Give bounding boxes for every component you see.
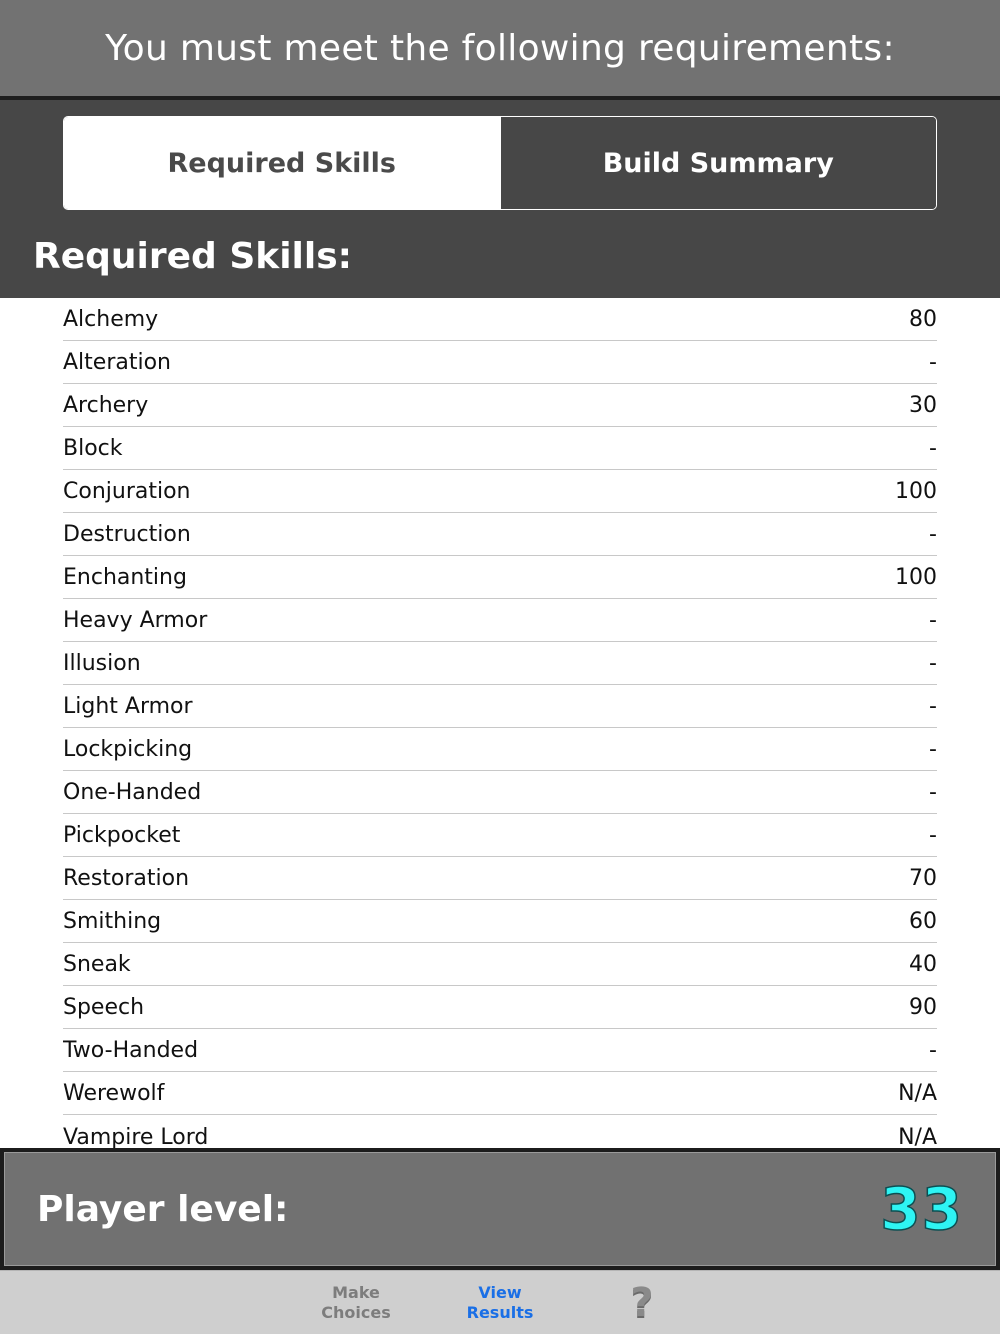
tab-help[interactable] [612,1271,672,1334]
skill-name: Alteration [63,350,171,375]
skill-name: Sneak [63,952,131,977]
skill-name: Restoration [63,866,190,891]
skill-name: Destruction [63,522,191,547]
skill-name: Smithing [63,909,162,934]
skill-name: Light Armor [63,694,193,719]
skill-value: 100 [895,479,937,504]
skill-value: 60 [909,909,937,934]
skill-name: One-Handed [63,780,202,805]
help-icon: ? [630,1280,654,1326]
skill-row [63,341,937,384]
tab-view-results-line2: Results [466,1303,534,1322]
tab-make-choices-line1: Make [332,1283,380,1302]
segmented-control [63,116,937,210]
skill-row [63,470,937,513]
skill-name: Illusion [63,651,141,676]
skill-row [63,599,937,642]
skill-name: Archery [63,393,149,418]
player-level-inner [4,1152,996,1266]
skill-value: - [929,522,937,547]
player-level-label: Player level: [37,1188,289,1230]
skill-value: - [929,780,937,805]
skill-row [63,857,937,900]
skill-name: Werewolf [63,1081,165,1106]
control-band [0,100,1000,298]
skill-row [63,685,937,728]
skill-value: - [929,1038,937,1063]
skills-list[interactable] [63,298,937,1148]
skill-name: Enchanting [63,565,187,590]
skill-row [63,986,937,1029]
skill-name: Vampire Lord [63,1124,209,1148]
segment-build-summary[interactable]: Build Summary [500,117,937,209]
skill-value: 90 [909,995,937,1020]
player-level-panel [0,1148,1000,1270]
tab-bar [0,1270,1000,1334]
skill-name: Two-Handed [63,1038,199,1063]
skill-row [63,900,937,943]
section-heading: Required Skills: [33,236,353,277]
skill-row [63,1115,937,1148]
tab-make-choices-line2: Choices [321,1303,391,1322]
skill-name: Alchemy [63,307,159,332]
skill-value: N/A [898,1124,937,1148]
segment-required-skills[interactable]: Required Skills [64,117,500,209]
skill-row [63,556,937,599]
skill-row [63,1029,937,1072]
skill-row [63,298,937,341]
skill-value: - [929,823,937,848]
skill-value: 40 [909,952,937,977]
skill-row [63,427,937,470]
skill-value: - [929,651,937,676]
skill-row [63,771,937,814]
skill-value: - [929,737,937,762]
skill-row [63,728,937,771]
tab-view-results-line1: View [478,1283,522,1302]
skill-name: Pickpocket [63,823,181,848]
skill-name: Block [63,436,123,461]
skill-value: 30 [909,393,937,418]
skill-row [63,814,937,857]
skill-value: N/A [898,1081,937,1106]
skill-value: 70 [909,866,937,891]
skill-row [63,384,937,427]
skill-name: Heavy Armor [63,608,208,633]
skill-value: - [929,350,937,375]
tab-make-choices[interactable] [306,1271,406,1334]
skill-name: Speech [63,995,145,1020]
skill-value: - [929,436,937,461]
skill-value: - [929,608,937,633]
page-title: You must meet the following requirements: [105,27,895,69]
skill-row [63,642,937,685]
skill-row [63,513,937,556]
skill-value: 100 [895,565,937,590]
skill-row [63,943,937,986]
player-level-value: 33 [880,1175,963,1243]
tab-view-results[interactable] [450,1271,550,1334]
skill-name: Conjuration [63,479,191,504]
skill-row [63,1072,937,1115]
skill-value: 80 [909,307,937,332]
header-banner [0,0,1000,100]
skill-value: - [929,694,937,719]
skill-name: Lockpicking [63,737,193,762]
